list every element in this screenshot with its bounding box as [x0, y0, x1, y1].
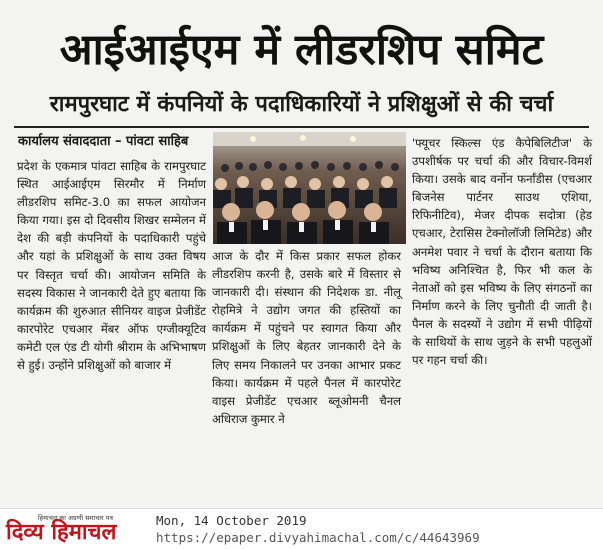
- column-text: प्रदेश के एकमात्र पांवटा साहिब के रामपुरघाट स्थित आईआईएम सिरमौर में निर्माण लीडरशिप समिट-3.0 का सफल आयोजन किया गया। इस दो दिवसीय शिखर सम्मेलन में देश की बड़ी कंपनियों के पदाधिकारी पहुंचे और यहां के प्रशिक्षुओं के साथ उक्त विषय पर विस्तृत चर्चा की। आयोजन समिति के सदस्य विकास ने जानकारी देते हुए बताया कि कार्यक्रम की शुरुआत सीनियर वाइज प्रेजीडेंट कारपोरेट एचआर मेंबर ऑफ एग्जीक्यूटिव कमेटी एल एंड टी योगी श्रीराम के अभिभाषण से हुई। उन्होंने प्रशिक्षुओं को बाजार में: [17, 159, 206, 373]
- epaper-footer: [0, 508, 603, 549]
- logo-tagline: हिमाचल का अग्रणी समाचार पत्र: [38, 514, 113, 522]
- column-text: आज के दौर में किस प्रकार सफल होकर लीडरशिप करनी है, उसके बारे में विस्तार से जानकारी दी। संस्थान की निदेशक डा. नीलू रोहमित्रे ने उद्योग जगत की हस्तियों का कार्यक्रम में पहुंचने पर स्वागत किया और प्रशिक्षुओं के लिए बेहतर जानकारी देने के लिए समय निकालने पर उनका आभार प्रकट किया। कार्यक्रम में पहले पैनल में कारपोरेट वाइस प्रेजीडेंट एचआर ब्लूओमनी चैनल अधिराज कुमार ने: [212, 249, 401, 426]
- publication-date: Mon, 14 October 2019: [156, 513, 307, 528]
- event-photo: [213, 132, 406, 244]
- headline: आईआईएम में लीडरशिप समिट: [59, 25, 544, 75]
- article-column-1: [17, 157, 206, 374]
- epaper-link[interactable]: https://epaper.divyahimachal.com/c/44643969: [156, 530, 480, 545]
- audience-illustration: [213, 132, 406, 244]
- divider: [14, 126, 589, 128]
- subheadline: रामपुरघाट में कंपनियों के पदाधिकारियों ने प्रशिक्षुओं से की चर्चा: [49, 92, 554, 117]
- byline: कार्यालय संवाददाता – पांवटा साहिब: [18, 134, 189, 149]
- article-column-3: [412, 134, 592, 369]
- column-text: 'फ्यूचर स्किल्स एंड कैपेबिलिटीज' के उपशीर्षक पर चर्चा की और विचार-विमर्श किया। उसके बाद वर्नोन फर्नांडीस (एचआर बिजनेस पार्टनर साउथ एशिया, रिफिनीटिव), मेजर दीपक सदोत्रा (हेड एचआर, टेरासिस टेक्नोलॉजी लिमिटेड) और अनमेश पवार ने चर्चा के दौरान बताया कि भविष्य अनिश्चित है, फिर भी कल के नेताओं को इस भविष्य के लिए संगठनों का निर्माण करने के लिए चुनौती दी जाती है। पैनल के सदस्यों ने उद्योग में सभी पीढ़ियों के साथियों के साथ जुड़ने के सभी पहलुओं पर गहन चर्चा की।: [412, 136, 592, 368]
- divya-himachal-logo: [6, 513, 154, 547]
- article-column-2: [212, 247, 401, 428]
- logo-text: दिव्य हिमाचल: [6, 520, 117, 545]
